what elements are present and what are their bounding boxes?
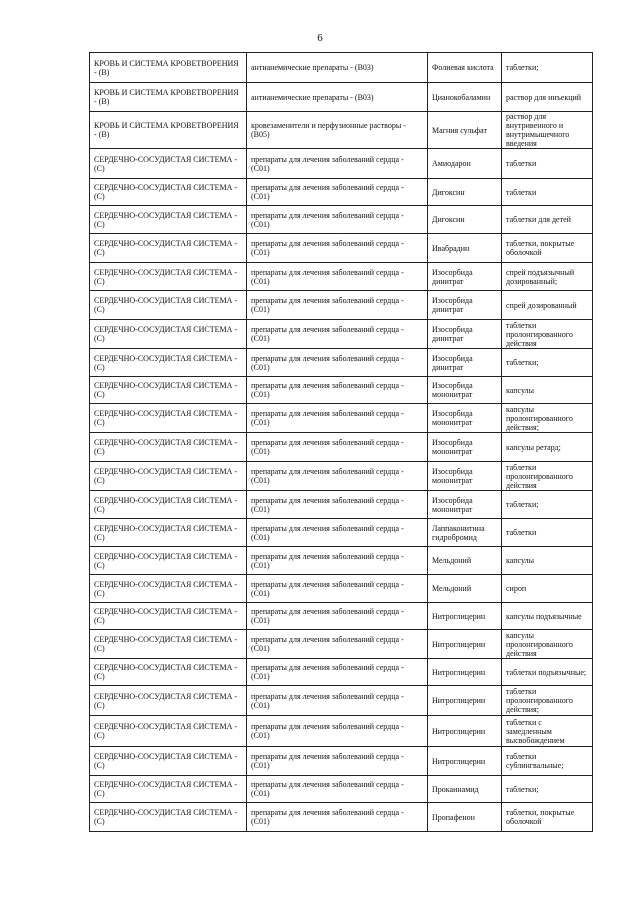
substance-cell: Изосорбида динитрат	[428, 320, 502, 349]
substance-cell: Магния сульфат	[428, 112, 502, 149]
pharmacological-group-cell: препараты для лечения заболеваний сердца - (C01)	[247, 803, 428, 832]
system-cell: СЕРДЕЧНО-СОСУДИСТАЯ СИСТЕМА - (С)	[90, 776, 247, 803]
system-cell: СЕРДЕЧНО-СОСУДИСТАЯ СИСТЕМА - (С)	[90, 630, 247, 659]
dosage-form-cell: капсулы пролонгированного действия;	[502, 404, 593, 433]
system-cell: СЕРДЕЧНО-СОСУДИСТАЯ СИСТЕМА - (С)	[90, 462, 247, 491]
system-cell: СЕРДЕЧНО-СОСУДИСТАЯ СИСТЕМА - (С)	[90, 149, 247, 179]
substance-cell: Изосорбида динитрат	[428, 263, 502, 291]
table-row	[90, 462, 593, 491]
dosage-form-cell: раствор для инъекций	[502, 83, 593, 112]
pharmacological-group-cell: препараты для лечения заболеваний сердца - (C01)	[247, 433, 428, 462]
pharmacological-group-cell: антианемические препараты - (B03)	[247, 53, 428, 83]
substance-cell: Пропафенон	[428, 803, 502, 832]
substance-cell: Дигоксин	[428, 206, 502, 234]
pharmacological-group-cell: препараты для лечения заболеваний сердца - (C01)	[247, 716, 428, 747]
table-row	[90, 575, 593, 603]
dosage-form-cell: таблетки пролонгированного действия	[502, 462, 593, 491]
dosage-form-cell: таблетки, покрытые оболочкой	[502, 803, 593, 832]
table-row	[90, 659, 593, 686]
system-cell: КРОВЬ И СИСТЕМА КРОВЕТВОРЕНИЯ - (B)	[90, 112, 247, 149]
system-cell: СЕРДЕЧНО-СОСУДИСТАЯ СИСТЕМА - (С)	[90, 747, 247, 776]
system-cell: СЕРДЕЧНО-СОСУДИСТАЯ СИСТЕМА - (С)	[90, 603, 247, 630]
pharmacological-group-cell: препараты для лечения заболеваний сердца - (C01)	[247, 747, 428, 776]
table-row	[90, 547, 593, 575]
table-row	[90, 83, 593, 112]
dosage-form-cell: таблетки	[502, 179, 593, 206]
system-cell: СЕРДЕЧНО-СОСУДИСТАЯ СИСТЕМА - (С)	[90, 291, 247, 320]
pharmacological-group-cell: препараты для лечения заболеваний сердца - (C01)	[247, 404, 428, 433]
pharmacological-group-cell: препараты для лечения заболеваний сердца - (C01)	[247, 603, 428, 630]
substance-cell: Изосорбида мононитрат	[428, 491, 502, 519]
system-cell: СЕРДЕЧНО-СОСУДИСТАЯ СИСТЕМА - (С)	[90, 263, 247, 291]
substance-cell: Изосорбида динитрат	[428, 291, 502, 320]
table-row	[90, 234, 593, 263]
table-row	[90, 53, 593, 83]
dosage-form-cell: таблетки;	[502, 776, 593, 803]
pharmacological-group-cell: препараты для лечения заболеваний сердца - (C01)	[247, 547, 428, 575]
substance-cell: Цианокобаламин	[428, 83, 502, 112]
system-cell: СЕРДЕЧНО-СОСУДИСТАЯ СИСТЕМА - (С)	[90, 803, 247, 832]
system-cell: СЕРДЕЧНО-СОСУДИСТАЯ СИСТЕМА - (С)	[90, 349, 247, 377]
system-cell: СЕРДЕЧНО-СОСУДИСТАЯ СИСТЕМА - (С)	[90, 491, 247, 519]
dosage-form-cell: таблетки	[502, 149, 593, 179]
dosage-form-cell: таблетки, покрытые оболочкой	[502, 234, 593, 263]
pharmacological-group-cell: препараты для лечения заболеваний сердца - (C01)	[247, 206, 428, 234]
dosage-form-cell: таблетки сублингвальные;	[502, 747, 593, 776]
table-row	[90, 747, 593, 776]
table-row	[90, 433, 593, 462]
substance-cell: Амиодарон	[428, 149, 502, 179]
pharmacological-group-cell: препараты для лечения заболеваний сердца - (C01)	[247, 462, 428, 491]
table-row	[90, 686, 593, 716]
pharmacological-group-cell: препараты для лечения заболеваний сердца - (C01)	[247, 630, 428, 659]
pharmacological-group-cell: препараты для лечения заболеваний сердца - (C01)	[247, 686, 428, 716]
dosage-form-cell: таблетки;	[502, 491, 593, 519]
medication-table-body	[90, 53, 593, 832]
pharmacological-group-cell: кровезаменители и перфузионные растворы - (B05)	[247, 112, 428, 149]
system-cell: КРОВЬ И СИСТЕМА КРОВЕТВОРЕНИЯ - (B)	[90, 83, 247, 112]
pharmacological-group-cell: препараты для лечения заболеваний сердца - (C01)	[247, 263, 428, 291]
table-row	[90, 112, 593, 149]
table-row	[90, 263, 593, 291]
dosage-form-cell: таблетки для детей	[502, 206, 593, 234]
pharmacological-group-cell: препараты для лечения заболеваний сердца - (C01)	[247, 575, 428, 603]
page-number: 6	[317, 32, 323, 44]
dosage-form-cell: капсулы	[502, 377, 593, 404]
substance-cell: Ивабрадин	[428, 234, 502, 263]
dosage-form-cell: спрей подъязычный дозированный;	[502, 263, 593, 291]
pharmacological-group-cell: препараты для лечения заболеваний сердца - (C01)	[247, 179, 428, 206]
substance-cell: Изосорбида динитрат	[428, 349, 502, 377]
system-cell: СЕРДЕЧНО-СОСУДИСТАЯ СИСТЕМА - (С)	[90, 519, 247, 547]
dosage-form-cell: капсулы ретард;	[502, 433, 593, 462]
system-cell: СЕРДЕЧНО-СОСУДИСТАЯ СИСТЕМА - (С)	[90, 686, 247, 716]
system-cell: СЕРДЕЧНО-СОСУДИСТАЯ СИСТЕМА - (С)	[90, 433, 247, 462]
pharmacological-group-cell: препараты для лечения заболеваний сердца - (C01)	[247, 349, 428, 377]
substance-cell: Изосорбида мононитрат	[428, 377, 502, 404]
system-cell: КРОВЬ И СИСТЕМА КРОВЕТВОРЕНИЯ - (B)	[90, 53, 247, 83]
table-row	[90, 716, 593, 747]
substance-cell: Мельдоний	[428, 547, 502, 575]
substance-cell: Лаппаконитина гидробромид	[428, 519, 502, 547]
dosage-form-cell: таблетки	[502, 519, 593, 547]
dosage-form-cell: таблетки пролонгированного действия;	[502, 686, 593, 716]
table-row	[90, 291, 593, 320]
substance-cell: Нитроглицерин	[428, 716, 502, 747]
system-cell: СЕРДЕЧНО-СОСУДИСТАЯ СИСТЕМА - (С)	[90, 206, 247, 234]
pharmacological-group-cell: антианемические препараты - (B03)	[247, 83, 428, 112]
substance-cell: Нитроглицерин	[428, 686, 502, 716]
dosage-form-cell: сироп	[502, 575, 593, 603]
substance-cell: Нитроглицерин	[428, 659, 502, 686]
dosage-form-cell: капсулы пролонгированного действия	[502, 630, 593, 659]
dosage-form-cell: капсулы	[502, 547, 593, 575]
system-cell: СЕРДЕЧНО-СОСУДИСТАЯ СИСТЕМА - (С)	[90, 377, 247, 404]
pharmacological-group-cell: препараты для лечения заболеваний сердца - (C01)	[247, 149, 428, 179]
substance-cell: Нитроглицерин	[428, 603, 502, 630]
pharmacological-group-cell: препараты для лечения заболеваний сердца - (C01)	[247, 659, 428, 686]
table-row	[90, 519, 593, 547]
system-cell: СЕРДЕЧНО-СОСУДИСТАЯ СИСТЕМА - (С)	[90, 320, 247, 349]
system-cell: СЕРДЕЧНО-СОСУДИСТАЯ СИСТЕМА - (С)	[90, 716, 247, 747]
table-row	[90, 603, 593, 630]
dosage-form-cell: раствор для внутривенного и внутримышечного введения	[502, 112, 593, 149]
pharmacological-group-cell: препараты для лечения заболеваний сердца - (C01)	[247, 234, 428, 263]
dosage-form-cell: таблетки пролонгированного действия	[502, 320, 593, 349]
substance-cell: Мельдоний	[428, 575, 502, 603]
table-row	[90, 320, 593, 349]
table-row	[90, 491, 593, 519]
table-row	[90, 149, 593, 179]
table-row	[90, 776, 593, 803]
substance-cell: Изосорбида мононитрат	[428, 404, 502, 433]
system-cell: СЕРДЕЧНО-СОСУДИСТАЯ СИСТЕМА - (С)	[90, 234, 247, 263]
table-row	[90, 404, 593, 433]
dosage-form-cell: таблетки с замедленным высвобождением	[502, 716, 593, 747]
pharmacological-group-cell: препараты для лечения заболеваний сердца - (C01)	[247, 491, 428, 519]
substance-cell: Нитроглицерин	[428, 747, 502, 776]
substance-cell: Дигоксин	[428, 179, 502, 206]
dosage-form-cell: капсулы подъязычные	[502, 603, 593, 630]
table-row	[90, 377, 593, 404]
system-cell: СЕРДЕЧНО-СОСУДИСТАЯ СИСТЕМА - (С)	[90, 404, 247, 433]
table-row	[90, 179, 593, 206]
system-cell: СЕРДЕЧНО-СОСУДИСТАЯ СИСТЕМА - (С)	[90, 575, 247, 603]
pharmacological-group-cell: препараты для лечения заболеваний сердца - (C01)	[247, 291, 428, 320]
dosage-form-cell: таблетки подъязычные;	[502, 659, 593, 686]
pharmacological-group-cell: препараты для лечения заболеваний сердца - (C01)	[247, 776, 428, 803]
medication-table	[89, 52, 593, 832]
substance-cell: Фолиевая кислота	[428, 53, 502, 83]
dosage-form-cell: спрей дозированный	[502, 291, 593, 320]
dosage-form-cell: таблетки;	[502, 53, 593, 83]
table-row	[90, 206, 593, 234]
substance-cell: Нитроглицерин	[428, 630, 502, 659]
pharmacological-group-cell: препараты для лечения заболеваний сердца - (C01)	[247, 320, 428, 349]
system-cell: СЕРДЕЧНО-СОСУДИСТАЯ СИСТЕМА - (С)	[90, 179, 247, 206]
table-row	[90, 349, 593, 377]
table-row	[90, 630, 593, 659]
system-cell: СЕРДЕЧНО-СОСУДИСТАЯ СИСТЕМА - (С)	[90, 547, 247, 575]
table-row	[90, 803, 593, 832]
pharmacological-group-cell: препараты для лечения заболеваний сердца - (C01)	[247, 377, 428, 404]
system-cell: СЕРДЕЧНО-СОСУДИСТАЯ СИСТЕМА - (С)	[90, 659, 247, 686]
substance-cell: Изосорбида мононитрат	[428, 462, 502, 491]
dosage-form-cell: таблетки;	[502, 349, 593, 377]
pharmacological-group-cell: препараты для лечения заболеваний сердца - (C01)	[247, 519, 428, 547]
substance-cell: Прокаинамид	[428, 776, 502, 803]
substance-cell: Изосорбида мононитрат	[428, 433, 502, 462]
